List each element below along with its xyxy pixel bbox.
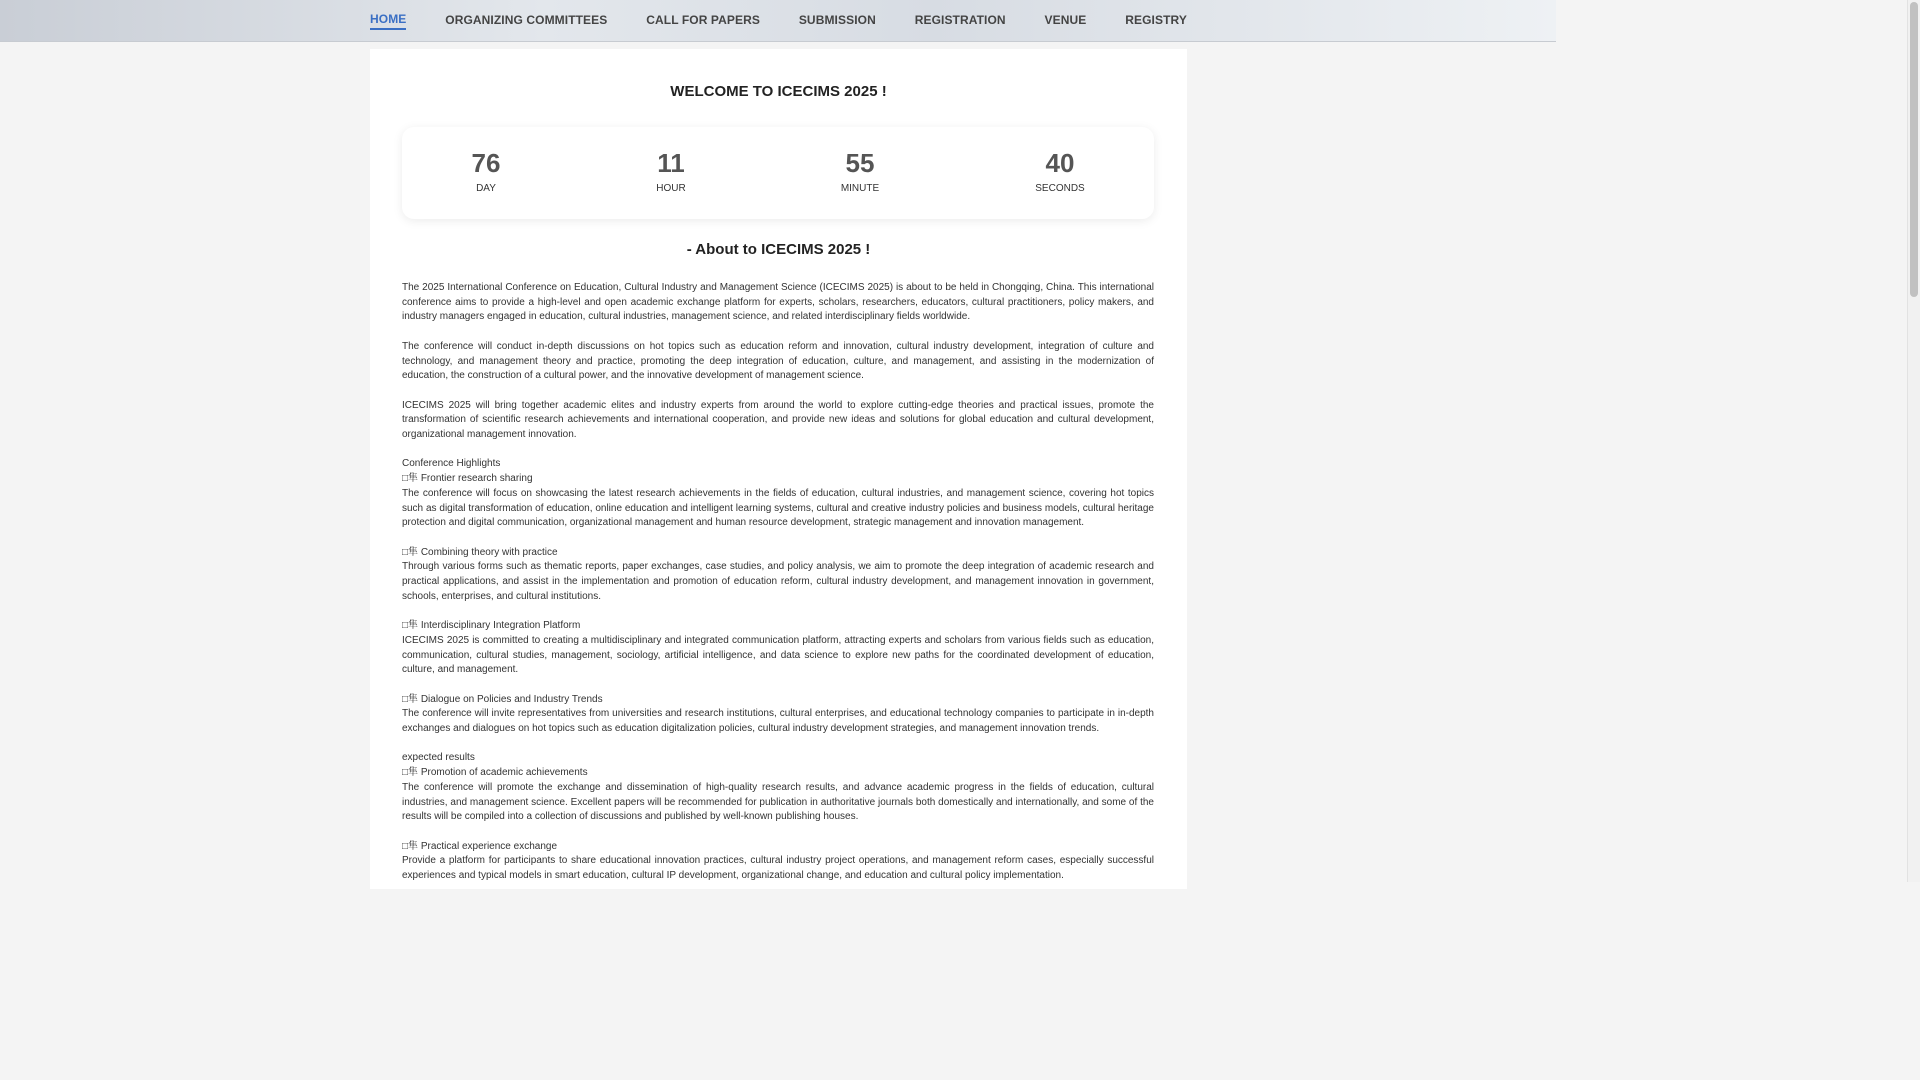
countdown-day-label: DAY (476, 183, 496, 194)
highlight-3 (402, 619, 1154, 678)
highlight-2 (402, 546, 1154, 605)
highlight-4-text: The conference will invite representatives from universities and research institutions, cultural enterprises, and educational technology companies to participate in in-depth exchanges and dialogues on hot topics such as education digitalization policies, cultural industry development strategies, and management innovation trends. (402, 708, 1154, 734)
highlight-2-text: Through various forms such as thematic reports, paper exchanges, case studies, and policy analysis, we aim to promote the deep integration of academic research and practical applications, and assist in the implementation and promotion of education reform, cultural industry development, and management innovation in government, schools, enterprises, and cultural institutions. (402, 561, 1154, 602)
intro-paragraph-2: The conference will conduct in-depth discussions on hot topics such as education reform and innovation, cultural industry development, integration of culture and technology, and management theory and practice, promoting the deep integration of education, culture, and management, and assisting in the modernization of education, the construction of a cultural power, and the innovative development of management science. (402, 340, 1154, 382)
page-scrollbar[interactable] (1907, 0, 1920, 882)
countdown-minute (800, 147, 920, 194)
highlights-heading: Conference Highlights (402, 458, 501, 470)
countdown-day-value: 76 (471, 148, 501, 178)
highlight-1-title: □隼 Frontier research sharing (402, 473, 533, 485)
highlight-3-text: ICECIMS 2025 is committed to creating a multidisciplinary and integrated communication platform, attracting experts and scholars from various fields such as education, communication, cultural studies, management, sociology, artificial intelligence, and data science to explore new paths for the coordinated development of education, culture, and management. (402, 634, 1154, 676)
countdown-seconds (1000, 147, 1120, 194)
nav-organizing-committees[interactable]: ORGANIZING COMMITTEES (445, 12, 608, 27)
countdown-seconds-label: SECONDS (1035, 183, 1085, 194)
highlight-4 (402, 693, 1154, 737)
countdown-panel (402, 127, 1154, 219)
nav-venue[interactable]: VENUE (1044, 12, 1087, 27)
nav-submission[interactable]: SUBMISSION (798, 12, 876, 27)
countdown-hour (611, 147, 731, 194)
result-2-title: □隼 Practical experience exchange (402, 840, 558, 852)
countdown-minute-label: MINUTE (840, 183, 880, 194)
about-heading: - About to ICECIMS 2025 ! (686, 241, 871, 258)
result-1-text: The conference will promote the exchange and dissemination of high-quality research results, and advance academic progress in the fields of education, cultural industries, and management science. Excellent papers will be recommended for publication in authoritative journals both domestically and internationally, and some of the results will be compiled into a collection of discussions and published by well-known publishing houses. (402, 781, 1154, 823)
scrollbar-thumb[interactable] (1910, 2, 1918, 297)
top-navigation-bar (0, 0, 1556, 42)
highlight-1-text: The conference will focus on showcasing the latest research achievements in the fields of education, cultural industries, and management science, covering hot topics such as digital transformation of education, online education and intelligent learning systems, cultural and creative industry policies and business models, cultural heritage protection and digital communication, organizational management and human resource development, strategic management and innovation management. (402, 487, 1154, 529)
highlight-2-title: □隼 Combining theory with practice (402, 546, 558, 558)
countdown-minute-value: 55 (845, 148, 875, 178)
nav-registration[interactable]: REGISTRATION (914, 12, 1006, 27)
countdown-hour-label: HOUR (656, 183, 686, 194)
results-heading: expected results (402, 752, 475, 764)
result-2 (402, 840, 1154, 884)
countdown-day (426, 147, 546, 194)
highlights-section (402, 457, 1154, 531)
nav-home[interactable]: HOME (370, 12, 406, 30)
countdown-hour-value: 11 (657, 148, 685, 178)
highlight-4-title: □隼 Dialogue on Policies and Industry Trends (402, 693, 603, 705)
welcome-heading: WELCOME TO ICECIMS 2025 ! (670, 83, 887, 100)
intro-paragraph-3: ICECIMS 2025 will bring together academic elites and industry experts from around the world to explore cutting-edge theories and practical issues, promote the transformation of scientific research achievements and international cooperation, and provide new ideas and solutions for global education and cultural development, organizational management innovation. (402, 399, 1154, 440)
countdown-seconds-value: 40 (1045, 148, 1075, 178)
nav-call-for-papers[interactable]: CALL FOR PAPERS (646, 12, 760, 27)
main-content (370, 49, 1187, 889)
result-1-title: □隼 Promotion of academic achievements (402, 767, 588, 779)
about-body (402, 281, 1154, 898)
highlight-3-title: □隼 Interdisciplinary Integration Platform (402, 620, 581, 632)
intro-paragraph-1: The 2025 International Conference on Education, Cultural Industry and Management Science (ICECIMS 2025) is about to be held in Chongqing, China. This international conference aims to provide a high-level and open academic exchange platform for experts, scholars, researchers, educators, cultural practitioners, policy makers, and industry managers engaged in education, cultural industries, management science, and related interdisciplinary fields worldwide. (402, 282, 1154, 323)
main-nav (370, 0, 1187, 41)
result-2-text: Provide a platform for participants to share educational innovation practices, cultural industry project operations, and management reform cases, especially successful experiences and typical models in smart education, cultural IP development, organizational change, and education and cultural policy implementation. (402, 855, 1154, 881)
nav-registry[interactable]: REGISTRY (1125, 12, 1187, 27)
results-section (402, 751, 1154, 825)
